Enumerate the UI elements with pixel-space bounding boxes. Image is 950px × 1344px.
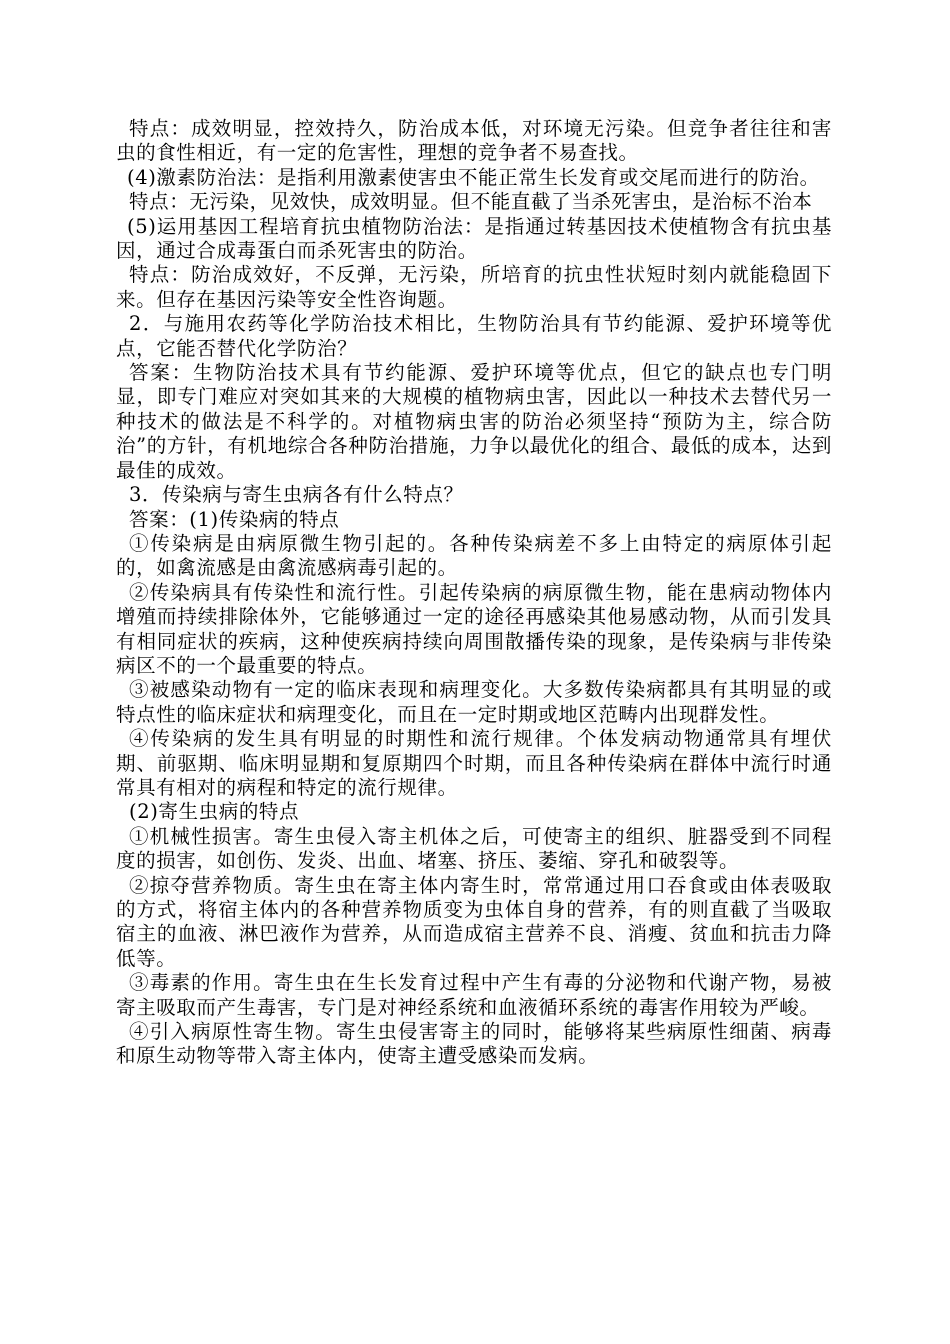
answer-2: 答案：生物防治技术具有节约能源、爱护环境等优点，但它的缺点也专门明显，即专门难应对突如其来的大规模的植物病虫害，因此以一种技术去替代另一种技术的做法是不科学的。对植物病虫害的防治必须坚持“预防为主，综合防治”的方针，有机地综合各种防治措施，力争以最优化的组合、最低的成本，达到最佳的成效。: [116, 361, 832, 482]
answer-3-heading: 答案：(1)传染病的特点: [129, 507, 340, 531]
parasitic-point-3: ③毒素的作用。寄生虫在生长发育过程中产生有毒的分泌物和代谢产物，易被寄主吸取而产生毒害，专门是对神经系统和血液循环系统的毒害作用较为严峻。: [116, 971, 832, 1019]
parasitic-point-4: ④引入病原性寄生物。寄生虫侵害寄主的同时，能够将某些病原性细菌、病毒和原生动物等带入寄主体内，使寄主遭受感染而发病。: [116, 1020, 832, 1068]
paragraph-hormone-method: (4)激素防治法：是指利用激素使害虫不能正常生长发育或交尾而进行的防治。: [127, 165, 820, 189]
parasitic-point-2: ②掠夺营养物质。寄生虫在寄主体内寄生时，常常通过用口吞食或由体表吸取的方式，将宿主体内的各种营养物质变为虫体自身的营养，有的则直截了当吸取宿主的血液、淋巴液作为营养，从而造成宿主营养不良、消瘦、贫血和抗击力降低等。: [116, 873, 832, 970]
paragraph-hormone-features: 特点：无污染，见效快，成效明显。但不能直截了当杀死害虫，是治标不治本: [129, 190, 813, 214]
parasitic-heading: (2)寄生虫病的特点: [129, 800, 300, 824]
infectious-point-3: ③被感染动物有一定的临床表现和病理变化。大多数传染病都具有其明显的或特点性的临床症状和病理变化，而且在一定时期或地区范畴内出现群发性。: [116, 678, 832, 726]
document-page: [116, 117, 832, 1069]
question-3: 3．传染病与寄生虫病各有什么特点？: [129, 483, 464, 507]
question-2: 2．与施用农药等化学防治技术相比，生物防治具有节约能源、爱护环境等优点，它能否替代化学防治？: [116, 312, 832, 360]
parasitic-point-1: ①机械性损害。寄生虫侵入寄主机体之后，可使寄主的组织、脏器受到不同程度的损害，如创伤、发炎、出血、堵塞、挤压、萎缩、穿孔和破裂等。: [116, 824, 832, 873]
infectious-point-4: ④传染病的发生具有明显的时期性和流行规律。个体发病动物通常具有埋伏期、前驱期、临床明显期和复原期四个时期，而且各种传染病在群体中流行时通常具有相对的病程和特定的流行规律。: [116, 727, 832, 799]
paragraph-gene-method: (5)运用基因工程培育抗虫植物防治法：是指通过转基因技术使植物含有抗虫基因，通过合成毒蛋白而杀死害虫的防治。: [116, 214, 832, 263]
infectious-point-2: ②传染病具有传染性和流行性。引起传染病的病原微生物，能在患病动物体内增殖而持续排除体外，它能够通过一定的途径再感染其他易感动物，从而引发具有相同症状的疾病，这种使疾病持续向周围散播传染的现象，是传染病与非传染病区不的一个最重要的特点。: [116, 580, 832, 677]
paragraph-competitor-features: 特点：成效明显，控效持久，防治成本低，对环境无污染。但竞争者往往和害虫的食性相近，有一定的危害性，理想的竞争者不易查找。: [116, 117, 832, 165]
infectious-point-1: ①传染病是由病原微生物引起的。各种传染病差不多上由特定的病原体引起的，如禽流感是由禽流感病毒引起的。: [116, 531, 832, 580]
paragraph-gene-features: 特点：防治成效好，不反弹，无污染，所培育的抗虫性状短时刻内就能稳固下来。但存在基因污染等安全性咨询题。: [116, 263, 832, 311]
